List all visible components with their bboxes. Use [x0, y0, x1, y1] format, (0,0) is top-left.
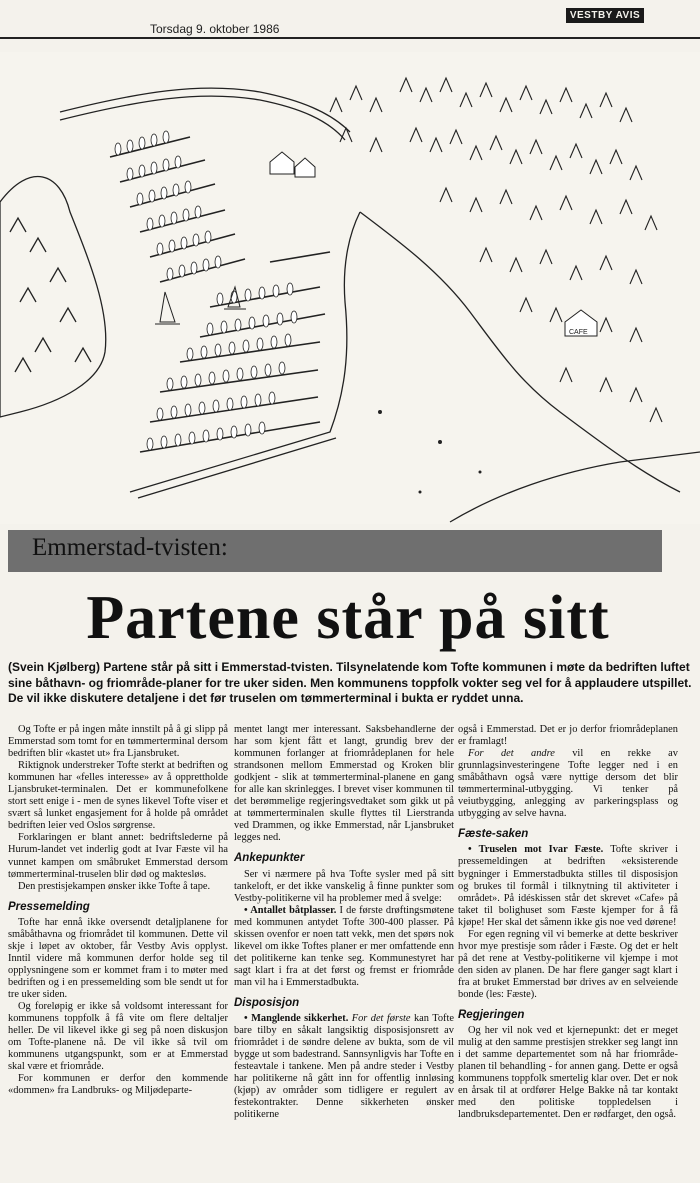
paragraph: [458, 748, 678, 820]
ingress: [8, 660, 692, 707]
paragraph-text: I de første drøftingsmøtene med kommunen antydet Tofte 300-400 plasser. På skissen ovenfor er noen tatt vekk, men det spørs nok likevel om ikke Toftes planer er mer omfattende enn det politikerne kan tenke seg. Kommunestyret har sagt klart i fra at det først og fremst er friområde man vil ha i Emmerstadbukta.: [234, 904, 454, 988]
dateline: Torsdag 9. oktober 1986: [150, 22, 280, 36]
paragraph: Tofte har ennå ikke oversendt detaljplanene for småbåthavna og friområdet til kommunen. Dette vil skje i løpet av oktober, får Vestby Avis opplyst. Inntil videre må kommunen derfor holde seg til opplysningene som er kommet fram i to møter med bedriften og i en pressemelding som ble sendt ut for tre uker siden.: [8, 916, 228, 1000]
masthead-logo: VESTBY AVIS: [566, 8, 644, 23]
byline: (Svein Kjølberg): [8, 660, 101, 674]
paragraph: Den prestisjekampen ønsker ikke Tofte å tape.: [18, 880, 211, 892]
subheading: Fæste-saken: [458, 828, 529, 841]
paragraph: Og foreløpig er ikke så voldsomt interessant for kommunens toppfolk å få vite om flere deltaljer heller. De vil likevel ikke gi seg på noen diskusjon om Tofte-planene nå. De vil ikke så tvil om kommunens utgangspunkt, som er at Emmerstad skal være et friområde.: [8, 1001, 228, 1073]
paragraph-text: vil en rekke av grunnlagsinvesteringene Tofte legger ned i en småbåthavn også være nyttige dersom det blir tømmerterminal-utbygging. Vi tenker på veiutbygging, anlegging av parkeringsplass og utbygging av selve havna.: [458, 748, 678, 820]
column-3: [458, 724, 678, 1121]
bullet-lead: • Truselen mot Ivar Fæste.: [468, 844, 604, 856]
paragraph: For kommunen er derfor den kommende «dommen» fra Landbruks- og Miljødeparte-: [8, 1073, 228, 1097]
paragraph: [234, 1013, 454, 1121]
emphasis: For det andre: [468, 748, 555, 760]
cafe-sign-text: CAFE: [569, 329, 588, 336]
paragraph-text: kan Tofte bare tilby en såkalt langsiktig disposisjonsrett av friområdet i de søndre delene av bukta, som de vil bygge ut som badestrand. Sannsynligvis har Tofte en festeavtale i tankene. Men på andre steder i Vestby har politikerne nå gått inn for offentlig innløsing (kjøp) av områder som tidligere er regulert av festekontrakter. Denne sikkerheten ønsker politikerne: [234, 1013, 454, 1121]
subheading: Pressemelding: [8, 900, 90, 913]
paragraph: [458, 844, 678, 928]
headline: Partene står på sitt: [86, 584, 610, 652]
paragraph: Og Tofte er på ingen måte innstilt på å gi slipp på Emmerstad som tomt for en tømmerterminal dersom bedriften blir «kastet ut» fra Ljansbruket.: [8, 724, 228, 760]
kicker-text: Emmerstad-tvisten:: [32, 534, 228, 561]
paragraph: For egen regning vil vi bemerke at dette beskriver hvor mye prestisje som råder i Fæste. Og det er helt på det rene at Vestby-politikerne vil kjempe i mot den siden av planen. De har flere ganger sagt klart i fra at bruket Emmerstad bør drives av en selveiende bonde (les: Fæste).: [458, 928, 678, 1000]
paragraph: [234, 905, 454, 989]
paragraph: Forklaringen er blant annet: bedriftslederne på Hurum-landet vet inderlig godt at Ivar Fæste vil ha vunnet kampen om småbruket Emmerstad dersom tømmerterminal-truselen blir død og maktesløs.: [8, 832, 228, 880]
harbor-sketch-illustration: [0, 52, 700, 524]
bullet-lead: • Antallet båtplasser.: [244, 904, 337, 916]
subheading: Disposisjon: [234, 996, 300, 1009]
header-rule: [0, 37, 700, 39]
paragraph: Ser vi nærmere på hva Tofte sysler med på sitt tankeloft, er det ikke vanskelig å finne punkter som Vestby-politikerne vil ha problemer med å svelge:: [234, 868, 454, 904]
subheading: Regjeringen: [458, 1009, 525, 1022]
column-2: [234, 724, 454, 1121]
paragraph: også i Emmerstad. Det er jo derfor friområdeplanen er framlagt!: [458, 724, 678, 748]
kicker-banner: [8, 530, 662, 572]
column-1: [8, 724, 228, 1097]
ingress-text: Partene står på sitt i Emmerstad-tvisten. Tilsynelatende kom Tofte kommunen i møte da bedriften luftet sine båthavn- og friområde-planer for tre uker siden. Men kommunens toppfolk vokter seg vel for å applaudere utspillet. De vil ikke diskutere detaljene i det før truselen om tømmerterminal i bukta er ryddet unna.: [8, 660, 692, 705]
paragraph: Riktignok understreker Tofte sterkt at bedriften og kommunen har «felles interesse» av å opprettholde Ljansbruket-terminalen. Det er kommunefolkene stort sett enige i - men de synes likevel Tofte viser et svært så lunket engasjement for å holde på området bedriften leier ved Oslos sørgrense.: [8, 760, 228, 832]
paragraph: mentet langt mer interessant. Saksbehandlerne der har som kjent fått et langt, grundig brev der kommunen forlanger at friområdeplanen for hele strandsonen mellom Emmerstad og Kroken blir godkjent - slik at tømmerterminal-planene en gang for alle kan skrinlegges. I brevet viser kommunen til det berømmelige regjeringsvedtaket som gikk ut på at tømmerterminalen skulle flyttes til Lierstranda ved Drammen, og ikke Emmerstad, når Ljansbruket legges ned.: [234, 724, 454, 844]
paragraph: Og her vil nok ved et kjernepunkt: det er meget mulig at den samme prestisjen strekker seg langt inn i det samme departementet som nå har friområde-planen til behandling - for annen gang. Dette er også kommunens toppfolk smertelig klar over. Det er nok en årsak til at ordfører Helge Bakke nå tar kontakt med den politiske toppledelsen i landbruksdepartementet. Den er rødfarget, den også.: [458, 1025, 678, 1121]
bullet-lead: • Manglende sikkerhet.: [244, 1013, 349, 1025]
paragraph-text: Tofte skriver i pressemeldingen at bedriften «eksisterende bygninger i Emmerstadbukta stilles til disposisjon og brukes til formål i tilknytning til aktiviteter i området». På idéskissen står det skrevet «Cafe» på taket til bolighuset som Fæste kjemper for å få kjøpe! Her skal det såmenn ikke gis noe ved dørene!: [458, 844, 679, 928]
emphasis: For det første: [348, 1013, 411, 1025]
subheading: Ankepunkter: [234, 852, 305, 865]
